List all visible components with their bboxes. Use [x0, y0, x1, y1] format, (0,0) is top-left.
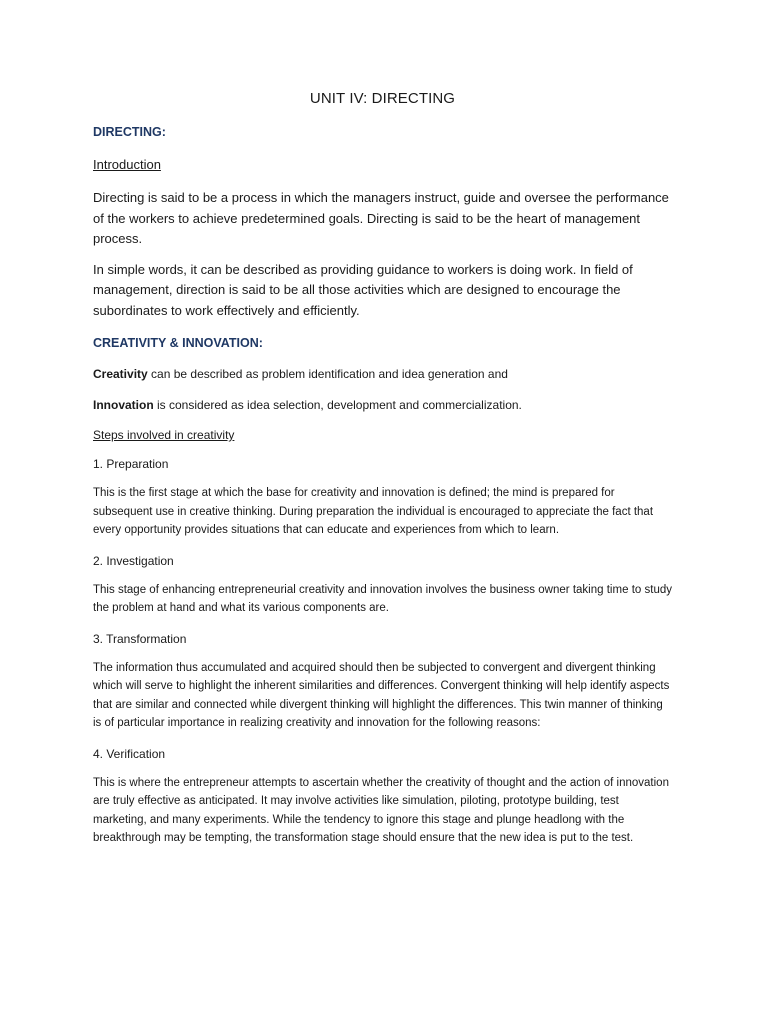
step-text: The information thus accumulated and acquired should then be subjected to convergent and divergent thinking which will serve to highlight the inherent similarities and differences. Convergent thinking will help identify aspects that are similar and connected while divergent thinking will highlight the differences. This twin manner of thinking is of particular importance in realizing creativity and innovation for the following reasons:: [93, 661, 670, 729]
step-text: This is the first stage at which the base for creativity and innovation is defined; the mind is prepared for subsequent use in creative thinking. During preparation the individual is encouraged to appreciate the fact that every opportunity provides situations that can educate and experiences from which to learn.: [93, 487, 654, 536]
step-text: This stage of enhancing entrepreneurial creativity and innovation involves the business owner taking time to study the problem at hand and what its various components are.: [93, 583, 672, 614]
introduction-heading: Introduction: [93, 157, 161, 172]
step-heading: 4. Verification: [93, 746, 166, 761]
intro-paragraph-2: In simple words, it can be described as providing guidance to workers is doing work. In field of management, direction is said to be all those activities which are designed to encourage the subordinates to work effectively and efficiently.: [93, 261, 633, 318]
directing-heading: DIRECTING:: [93, 125, 166, 139]
step-heading: 2. Investigation: [93, 553, 174, 568]
intro-paragraph-1: Directing is said to be a process in which the managers instruct, guide and oversee the performance of the workers to achieve predetermined goals. Directing is said to be the heart of management process.: [93, 190, 669, 246]
innovation-definition-text: is considered as idea selection, development and commercialization.: [153, 398, 522, 412]
creativity-term: Creativity: [93, 367, 148, 381]
step-text: This is where the entrepreneur attempts to ascertain whether the creativity of thought and the action of innovation are truly effective as anticipated. It may involve activities like simulation, piloting, prototype building, test marketing, and many experiments. While the tendency to ignore this stage and plunge headlong with the breakthrough may be tempting, the transformation stage should ensure that the new idea is put to the test.: [93, 776, 669, 844]
step-heading: 3. Transformation: [93, 631, 187, 646]
page-title: UNIT IV: DIRECTING: [309, 90, 456, 107]
step-heading: 1. Preparation: [93, 457, 169, 471]
innovation-definition: [93, 397, 672, 413]
innovation-term: Innovation: [93, 398, 154, 412]
creativity-definition-text: can be described as problem identification and idea generation and: [147, 367, 508, 381]
creativity-definition: [93, 366, 672, 382]
steps-heading: Steps involved in creativity: [93, 428, 235, 442]
creativity-innovation-heading: CREATIVITY & INNOVATION:: [93, 336, 263, 350]
